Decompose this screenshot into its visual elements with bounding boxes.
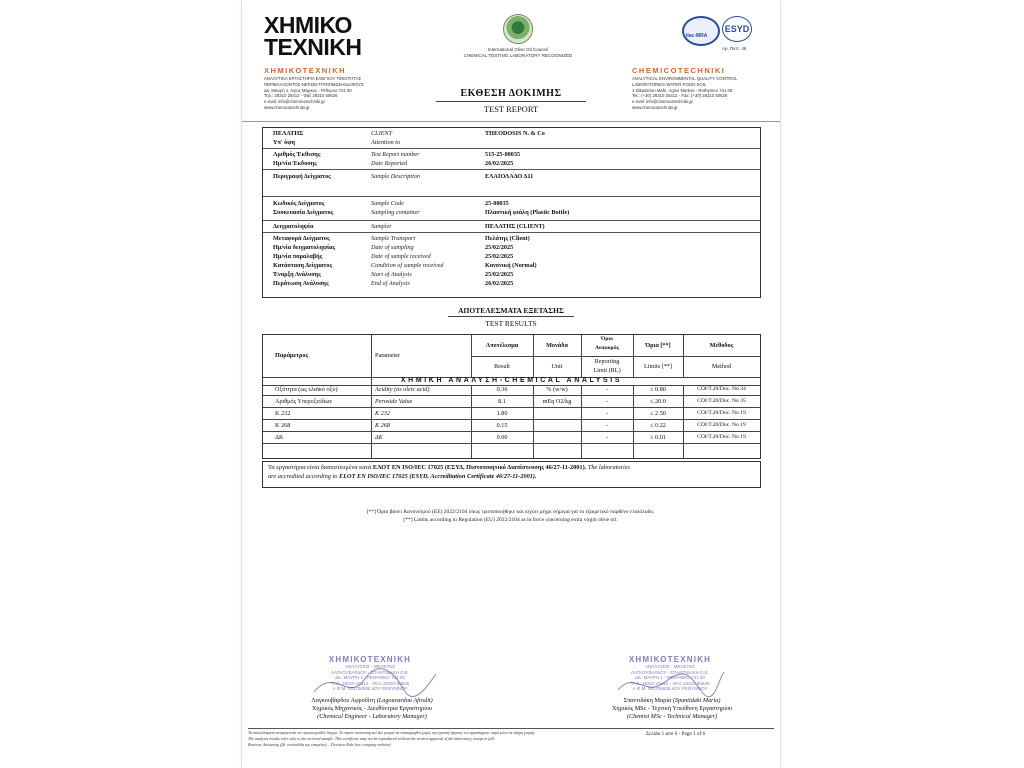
row-line [263,395,760,396]
ioc-emblem-icon [503,14,533,44]
info-label-greek: Μεταφορά Δείγματος [273,235,330,242]
info-separator [263,196,760,197]
info-label-english: Start of Analysis [371,271,412,278]
row-param-english: Peroxide Value [375,398,413,405]
footer-disclaimer-greek: Τα αποτελέσματα αναφέρονται στο προσκομισθέν δείγμα. Το παρόν πιστοποιητικό δεν μπορεί να αναπαραχθεί χωρίς την γραπτή έγκριση του εργαστηρίου, παρά μόνο σε πλήρη μορφή. [248,730,536,735]
header-limits-english: Limits [**] [643,363,672,370]
header-method-english: Method [711,363,732,370]
address-line: ΑΝΑΛΥΤΙΚΑ ΕΡΓΑΣΤΗΡΙΑ ΕΛΕΓΧΟΥ ΠΟΙΟΤΗΤΑΣ [264,76,362,81]
chemical-analysis-band: ΧΗΜΙΚΗ ΑΝΑΛΥΣΗ-CHEMICAL ANALYSIS [400,377,623,384]
row-limit: ≤ 0.01 [650,434,666,441]
info-label-english: Condition of sample received [371,262,444,269]
info-row [263,252,760,261]
signatory-name-right-greek: Σπαντιδάκη Μαρία [623,697,673,704]
header-divider [242,121,780,122]
brand-name-greek: ΧΗΜΙΚΟΤΕΧΝΙΚΗ [264,66,347,75]
info-row [263,150,760,159]
title-underline [436,101,586,102]
info-row [263,261,760,270]
info-row [263,138,760,147]
info-value: 25/02/2025 [485,253,514,260]
address-line: Τηλ.: 28310 25412 - Φαξ 28310 50626 [264,93,338,99]
header-result-greek: Αποτέλεσμα [485,342,519,349]
row-rl: - [605,386,609,393]
info-label-greek: Ημ/νία παραλαβής [273,253,323,260]
header-result-english: Result [494,363,510,370]
info-label-english: Date of sampling [371,244,414,251]
row-unit: % (w/w) [546,386,568,393]
info-label-english: Attention to [371,139,401,146]
report-title-greek: ΕΚΘΕΣΗ ΔΟΚΙΜΗΣ [460,88,562,99]
address-line: ΠΕΡΙΒΑΛΛΟΝΤΟΣ-ΝΕΡΩΝ-ΤΡΟΦΙΜΩΝ-ΕΔΑΦΟΥΣ [264,81,364,87]
row-limit: ≤ 0.80 [650,386,666,393]
signatory-title-left-english: (Chemical Engineer - Laboratory Manager) [317,713,427,720]
row-param-english: ΔK [375,434,383,441]
header-method-greek: Μέθοδος [709,342,734,349]
limits-note-english: [**] Limits according to Regulation (EU) 2022/2104 as in force concerning extra virgin olive oil. [403,517,618,523]
stamp-title: ΧΗΜΙΚΟΤΕΧΝΙΚΗ [628,655,712,664]
company-logo [264,14,374,64]
info-value: ΕΛΑΙΟΛΑΔΟ Δ11 [485,173,534,180]
info-label-english: Date of sample received [371,253,431,260]
stamp-line: ΛΑΓΚΟΥΒΑΡΔΟΥ - ΣΠΑΝΤΙΔΑΚΗ Ο.Ε. [330,669,410,675]
address-line: www.chemicotechniki.gr [632,104,678,110]
stamp-line: ΑΝΑΛΥΣΕΙΣ - ΜΕΛΕΤΕΣ [344,664,396,669]
logo-line-2: ΤΕΧΝΙΚΗ [264,34,362,60]
info-value: 26/02/2025 [485,280,514,287]
row-line [263,443,760,444]
ilac-mra-logo-icon [682,16,720,46]
info-label-english: Sample Transport [371,235,416,242]
info-label-english: Sample Description [371,173,420,180]
info-separator [263,169,760,170]
info-label-greek: Έναρξη Ανάλυσης [273,271,321,278]
header-unit-greek: Μονάδα [546,342,568,349]
brand-name-english: CHEMICOTECHNIKI [632,66,726,75]
results-table [262,334,761,459]
row-param-greek: K 268 [275,422,291,429]
row-result: 0.36 [496,386,508,393]
row-method: COI/T.20/Doc. No 34 [697,386,746,392]
stamp-line: ΤΗΛ. 28310 25412 - ΦΑΞ 28310 50626 [330,680,410,686]
address-line: www.chemicotechniki.gr [264,104,310,110]
row-method: COI/T.20/Doc. No 19 [697,434,746,440]
esyd-label: ΕSYD [724,24,750,34]
address-line: e-mail: info@chemicotechniki.gr [264,99,325,105]
footer-divider [248,728,774,729]
row-limit: ≤ 0.22 [650,422,666,429]
header-rl-english-2: Limit (RL) [593,367,621,374]
info-value: 25/02/2025 [485,271,514,278]
info-value: 515-25-00035 [485,151,521,158]
stamp-line: Α.Φ.Μ. 081756836 ΔΟΥ ΡΕΘΥΜΝΟΥ [632,686,708,691]
info-label-greek: Κωδικός Δείγματος [273,200,325,207]
footer-decision-rule: Κανόνας Απόφασης (βλ. ιστοσελίδα της εταιρείας) – Decision Rule (see company website) [248,742,391,747]
info-separator [263,148,760,149]
header-rl-greek-1: Όριο [601,336,613,342]
info-value: Πλαστική φιάλη (Plastic Bottle) [485,209,570,216]
info-value: ΠΕΛΑΤΗΣ (CLIENT) [485,223,545,230]
stamp-line: ΑΝΑΛΥΣΕΙΣ - ΜΕΛΕΤΕΣ [644,664,696,669]
row-line [263,419,760,420]
info-label-greek: Υπ' όψη [273,139,295,146]
row-param-english: K 232 [375,410,390,417]
report-title-english: TEST REPORT [483,104,539,114]
info-row [263,129,760,138]
results-title-english: TEST RESULTS [485,319,537,328]
row-result: 8.1 [498,398,506,405]
page-number: Σελίδα 1 από 6 - Page 1 of 6 [646,731,706,737]
header-rl-greek-2: Αναφοράς [594,345,619,351]
row-limit: ≤ 2.50 [650,410,666,417]
address-english [632,76,767,111]
row-param-greek: Οξύτητα (ως ελαϊκό οξύ) [275,386,338,393]
accreditation-number: Αρ. Πιστ. 46 [722,46,747,51]
row-param-english: Acidity (as oleic acid) [375,386,430,393]
header-limits-greek: Όρια [**] [645,342,671,349]
signatory-title-right-english: (Chemist MSc - Technical Manager) [626,713,718,720]
accreditation-en-prefix: The laboratories [586,464,630,471]
info-separator [263,220,760,221]
info-label-english: Sampler [371,223,392,230]
signature-right [582,697,762,721]
signatory-name-right-english: (Spantidaki Maria) [672,697,721,704]
info-label-greek: Ημ/νία δειγματοληψίας [273,244,336,251]
info-value: 25/02/2025 [485,244,514,251]
info-label-english: Test Report number [371,151,420,158]
accreditation-gr-standard: ΕΛΟΤ EN ISO/IEC 17025 (ΕΣΥΔ, Πιστοποιητικό Διαπίστευσης 46/27-11-2001). [372,464,587,471]
stamp-line: ΤΗΛ. 28310 25412 - ΦΑΞ 28310 50626 [630,680,710,686]
row-unit: mEq O2/kg [542,398,572,405]
address-greek [264,76,384,111]
info-label-greek: Περάτωση Ανάλυσης [273,280,329,287]
esyd-logo-icon [722,16,752,42]
signatory-name-left [282,697,462,705]
accreditation-line-2 [268,473,756,481]
info-label-english: Sampling container [371,209,420,216]
stamp-title: ΧΗΜΙΚΟΤΕΧΝΙΚΗ [328,655,412,664]
row-result: 1.80 [496,410,508,417]
row-result: 0.00 [496,434,508,441]
info-row [263,243,760,252]
accreditation-line-1 [268,464,756,472]
info-row [263,199,760,208]
info-label-english: Date Reported [371,160,408,167]
logo-line-1: ΧΗΜΙΚΟ [264,12,352,38]
row-param-english: K 268 [375,422,390,429]
footer-disclaimer-english: The analysis results refer only to the received sample. This certificate may not be reproduced without the written approval of the laboratory, except in full. [248,736,495,741]
sample-info-table [262,127,761,298]
address-line: 1 Dikastirion Mafri, Agios Markos - Rethymno 741 00 [632,87,733,93]
info-value: THEODOSIS N. & Co [485,130,545,137]
row-param-greek: K 232 [275,410,291,417]
info-label-greek: Δειγματοληψία [273,223,314,230]
info-value: 26/02/2025 [485,160,514,167]
row-param-greek: Αριθμός Υπεροξειδίων [275,398,333,405]
address-line: Tel.: (+30) 28310 25412 - Fax: (+30) 28310 50626 [632,93,728,99]
stamp-line: Α.Φ.Μ. 081756836 ΔΟΥ ΡΕΘΥΜΝΟΥ [332,686,408,691]
results-title-underline [448,316,574,317]
row-limit: ≤ 20.0 [650,398,666,405]
signature-left [282,697,462,721]
info-label-english: CLIENT [371,130,392,137]
header-mid-line [471,356,760,357]
limits-note-greek: [**] Όρια βάσει Κανονισμού (ΕΕ) 2022/2104 όπως τροποποιήθηκε και ισχύει μέχρι σήμερα για το εξαιρετικό παρθένο ελαιόλαδο. [366,509,655,515]
ilac-label: ilac-MRA [686,33,708,39]
col-divider [371,335,372,458]
info-value: Κανονική (Normal) [485,262,537,269]
info-label-greek: Κατάσταση Δείγματος [273,262,333,269]
info-label-greek: Περιγραφή Δείγματος [273,173,331,180]
signatory-title-right-greek: Χημικός MSc - Τεχνική Υπεύθυνη Εργαστηρίου [611,705,733,712]
info-value: 25-00035 [485,200,509,207]
address-line: Δκ. Μαυρή 1, Άγιος Μάρκος - Ρέθυμνο 741 00 [264,87,352,93]
header-parameter-greek: Παράμετρος [275,352,309,359]
ioc-recognition [448,14,588,59]
row-rl: - [605,398,609,405]
row-rl: - [605,422,609,429]
info-row [263,159,760,168]
info-label-greek: ΠΕΛΑΤΗΣ [273,130,304,137]
accreditation-statement [262,461,761,488]
signatory-name-right [582,697,762,705]
ioc-line-1: International Olive Oil Council [487,47,549,52]
row-rl: - [605,410,609,417]
row-method: COI/T.20/Doc. No 19 [697,410,746,416]
row-line [263,431,760,432]
address-line: e-mail: info@chemicotechniki.gr [632,99,693,105]
info-row [263,270,760,279]
header-parameter-english: Parameter [375,352,401,359]
info-row [263,234,760,243]
signatory-name-left-english: (Lagouvardou Afrodit) [376,697,433,704]
info-label-english: End of Analysis [371,280,410,287]
address-line: ANALYTICAL ENVIRONMENTAL QUALITY CONTROL [632,76,738,81]
row-method: COI/T.20/Doc. No 19 [697,422,746,428]
info-label-greek: Ημ/νία Έκδοσης [273,160,317,167]
ioc-line-2: CHEMICAL TESTING LABORATORY RECOGNIZED [463,53,573,58]
results-title-greek: ΑΠΟΤΕΛΕΣΜΑΤΑ ΕΞΕΤΑΣΗΣ [458,306,564,315]
info-label-greek: Συσκευασία Δείγματος [273,209,334,216]
row-rl: - [605,434,609,441]
info-row [263,279,760,288]
info-row [263,172,760,181]
accreditation-gr-prefix: Τα εργαστήρια είναι διαπιστευμένα κατά [268,464,373,471]
header-rl-english-1: Reporting [594,358,620,365]
info-value: Πελάτης (Client) [485,235,530,242]
row-line [263,407,760,408]
report-page [241,0,781,768]
header-unit-english: Unit [551,363,563,370]
info-label-greek: Αριθμός Έκθεσης [273,151,321,158]
stamp-line: ΔΚ. ΜΑΥΡΗ 1 - ΡΕΘΥΜΝΟ 741 00 [335,675,405,680]
row-result: 0.15 [496,422,508,429]
row-param-greek: ΔK [275,434,284,441]
info-row [263,222,760,231]
info-label-english: Sample Code [371,200,404,207]
stamp-line: ΛΑΓΚΟΥΒΑΡΔΟΥ - ΣΠΑΝΤΙΔΑΚΗ Ο.Ε. [630,669,710,675]
accreditation-en-line2: are accredited according to [268,473,339,480]
signatory-name-left-greek: Λαγκουβάρδου Αφροδίτη [311,697,377,704]
accreditation-en-standard: ELOT EN ISO/IEC 17025 (ESYD, Accreditation Certificate 46/27-11-2001). [339,473,537,480]
address-line: LABORATORIES WATER-FOOD-SOIL [632,81,707,87]
stamp-line: ΔΚ. ΜΑΥΡΗ 1 - ΡΕΘΥΜΝΟ 741 00 [635,675,705,680]
info-row [263,208,760,217]
signatory-title-left-greek: Χημικός Μηχανικός - Διευθύντρια Εργαστηρίου [311,705,433,712]
info-separator [263,232,760,233]
row-method: COI/T.20/Doc. No 35 [697,398,746,404]
